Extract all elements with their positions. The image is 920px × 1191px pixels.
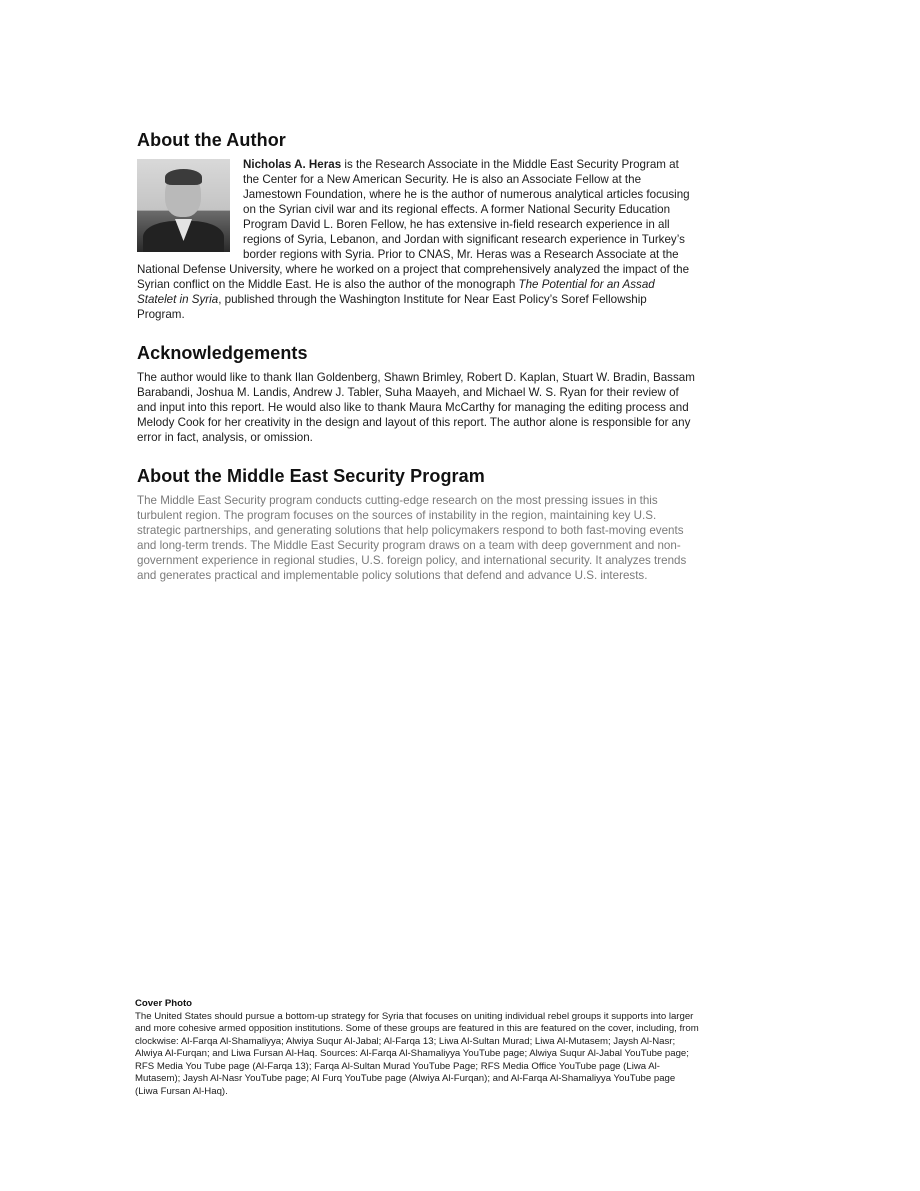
acknowledgements-section xyxy=(137,343,697,445)
acknowledgements-text: The author would like to thank Ilan Goldenberg, Shawn Brimley, Robert D. Kaplan, Stuart W. Bradin, Bassam Barabandi, Joshua M. Landis, Andrew J. Tabler, Suha Maayeh, and Michael W. S. Ryan for their review of and input into this report. He would also like to thank Maura McCarthy for managing the editing process and Melody Cook for her creativity in the design and layout of this report. The author alone is responsible for any error in fact, analysis, or omission. xyxy=(137,371,695,444)
author-bio-part1: is the Research Associate in the Middle East Security Program at the Center for a New American Security. He is also an Associate Fellow at the Jamestown Foundation, where he is the author of numerous analytical articles focusing on the Syrian civil war and its regional effects. A former National Security Education Program David L. Boren Fellow, he has extensive in-field research experience in all regions of Syria, Lebanon, and Jordan with significant research experience in Turkey’s border regions with Syria. Prior to CNAS, Mr. Heras was a Research Associate at the National Defense University, where he worked on a project that comprehensively analyzed the impact of the Syrian conflict on the Middle East. He is also the author of the monograph xyxy=(137,158,690,291)
cover-photo-text: The United States should pursue a bottom-up strategy for Syria that focuses on uniting individual rebel groups it supports into larger and more cohesive armed opposition institutions. Some of these groups are featured in this are featured on the cover, including, from clockwise: Al-Farqa Al-Shamaliyya; Alwiya Suqur Al-Jabal; Al-Farqa 13; Liwa Al-Sultan Murad; Liwa Al-Mutasem; Jaysh Al-Nasr; Alwiya Al-Furqan; and Liwa Fursan Al-Haq. Sources: Al-Farqa Al-Shamaliyya YouTube page; Alwiya Suqur Al-Jabal YouTube page; RFS Media You Tube page (Al-Farqa 13); Farqa Al-Sultan Murad YouTube Page; RFS Media Office YouTube page (Liwa Al-Mutasem); Jaysh Al-Nasr YouTube page; Al Furq YouTube page (Alwiya Al-Furqan); and Al-Farqa Al-Shamaliyya YouTube page (Liwa Fursan Al-Haq). xyxy=(135,1010,699,1098)
monograph-title: The Potential for an Assad Statelet in Syria xyxy=(137,278,655,306)
program-text: The Middle East Security program conducts cutting-edge research on the most pressing issues in this turbulent region. The program focuses on the sources of instability in the region, maintaining key U.S. strategic partnerships, and generating solutions that help policymakers respond to both fast-moving events and long-term trends. The Middle East Security program draws on a team with deep government and non-government experience in regional studies, U.S. foreign policy, and international security. It analyzes trends and generates practical and implementable policy solutions that defend and advance U.S. interests. xyxy=(137,494,687,582)
acknowledgements-heading: Acknowledgements xyxy=(137,343,308,363)
cover-photo-heading: Cover Photo xyxy=(135,998,193,1009)
author-photo xyxy=(137,159,230,252)
page-content xyxy=(137,130,697,583)
about-author-section xyxy=(137,130,697,322)
cover-photo-credit xyxy=(135,998,700,1099)
program-heading: About the Middle East Security Program xyxy=(137,466,485,486)
author-name: Nicholas A. Heras xyxy=(243,158,342,171)
author-photo-hair xyxy=(165,169,202,185)
program-section xyxy=(137,466,697,583)
about-author-heading: About the Author xyxy=(137,130,286,150)
author-bio-part2: , published through the Washington Institute for Near East Policy’s Soref Fellowship Program. xyxy=(137,293,647,321)
